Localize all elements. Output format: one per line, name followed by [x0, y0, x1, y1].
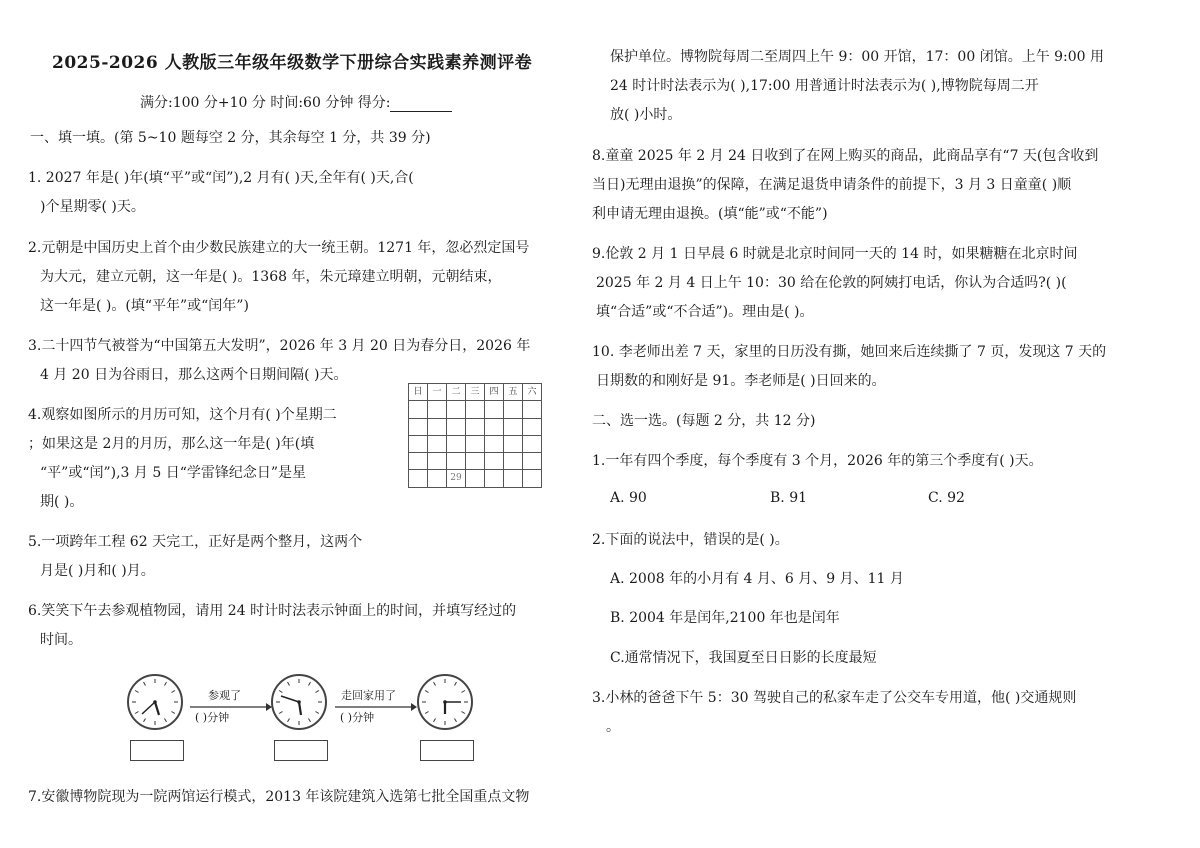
s3-line1: 3.小林的爸爸下午 5：30 驾驶自己的私家车走了公交车专用道，他( )交通规则 [592, 690, 1077, 706]
cal-header-mon: 一 [428, 384, 447, 401]
q7-line2: 保护单位。博物院每周二至周四上午 9：00 开馆，17：00 闭馆。上午 9:00 用 [610, 49, 1105, 65]
s1-question: 1.一年有四个季度，每个季度有 3 个月，2026 年的第三个季度有( )天。 [592, 453, 1043, 469]
page-title: 2025-2026 人教版三年级年级数学下册综合实践素养测评卷 [52, 53, 533, 73]
score-blank[interactable] [390, 97, 452, 112]
cal-header-tue: 二 [447, 384, 466, 401]
s2-question: 2.下面的说法中，错误的是( )。 [592, 532, 789, 548]
section-1-heading: 一、填一填。(第 5~10 题每空 2 分，其余每空 1 分，共 39 分) [30, 130, 431, 146]
q4-line1: 4.观察如图所示的月历可知，这个月有( )个星期二 [28, 407, 337, 423]
q6-line2: 时间。 [40, 632, 82, 648]
q9-line2: 2025 年 2 月 4 日上午 10：30 给在伦敦的阿姨打电话，你认为合适吗?( )( [596, 275, 1067, 291]
s3-line2: 。 [606, 719, 620, 735]
q5-line1: 5.一项跨年工程 62 天完工，正好是两个整月，这两个 [28, 534, 363, 550]
section-2-heading: 二、选一选。(每题 2 分，共 12 分) [592, 413, 816, 429]
cal-header-sat: 六 [523, 384, 542, 401]
s2-option-b[interactable]: B. 2004 年是闰年,2100 年也是闰年 [610, 610, 840, 626]
q10-line2: 日期数的和刚好是 91。李老师是( )日回来的。 [596, 373, 886, 389]
q2-line1: 2.元朝是中国历史上首个由少数民族建立的大一统王朝。1271 年，忽必烈定国号 [28, 240, 530, 256]
q4-line2: ；如果这是 2月的月历，那么这一年是( )年(填 [28, 436, 315, 452]
q8-line1: 8.童童 2025 年 2 月 24 日收到了在网上购买的商品，此商品享有“7 天(包含收到 [592, 148, 1099, 164]
month-calendar [408, 383, 542, 488]
cal-header-thu: 四 [485, 384, 504, 401]
exam-meta [140, 92, 452, 112]
q10-line1: 10. 李老师出差 7 天，家里的日历没有撕，她回来后连续撕了 7 页，发现这 7 天的 [592, 344, 1107, 360]
q7-line4: 放( )小时。 [610, 107, 682, 123]
q3-line1: 3.二十四节气被誉为“中国第五大发明”，2026 年 3 月 20 日为春分日，2026 年 [28, 338, 531, 354]
q9-line1: 9.伦敦 2 月 1 日早晨 6 时就是北京时间同一天的 14 时，如果糖糖在北京时间 [592, 246, 1078, 262]
q9-line3: 填“合适”或“不合适”)。理由是( )。 [596, 304, 814, 320]
arrow-label-walk-home: 走回家用了 [341, 689, 396, 702]
q4-line4: 期( )。 [40, 494, 84, 510]
q7-line1: 7.安徽博物院现为一院两馆运行模式，2013 年该院建筑入选第七批全国重点文物 [28, 789, 530, 805]
clock-start-icon [127, 674, 183, 730]
cal-header-fri: 五 [504, 384, 523, 401]
cal-header-wed: 三 [466, 384, 485, 401]
clock-end-time-box[interactable] [420, 740, 474, 761]
clock-end-icon [417, 674, 473, 730]
arrow-label-visit: 参观了 [208, 689, 241, 702]
s1-option-b[interactable]: B. 91 [770, 490, 808, 506]
q7-line3: 24 时计时法表示为( ),17:00 用普通计时法表示为( ),博物院每周二开 [610, 78, 1039, 94]
q3-line2: 4 月 20 日为谷雨日，那么这两个日期间隔( )天。 [40, 367, 348, 383]
s2-option-a[interactable]: A. 2008 年的小月有 4 月、6 月、9 月、11 月 [610, 571, 904, 587]
q2-line2: 为大元，建立元朝，这一年是( )。1368 年，朱元璋建立明朝，元朝结束， [40, 269, 502, 285]
q8-line2: 当日)无理由退换”的保障，在满足退货申请条件的前提下，3 月 3 日童童( )顺 [592, 177, 1072, 193]
clock-start-time-box[interactable] [130, 740, 184, 761]
q2-line3: 这一年是( )。(填“平年”或“闰年”) [40, 298, 249, 314]
duration-blank-2[interactable]: ( )分钟 [340, 711, 375, 724]
s2-option-c[interactable]: C.通常情况下，我国夏至日日影的长度最短 [610, 650, 877, 666]
s1-option-c[interactable]: C. 92 [928, 490, 965, 506]
cal-header-sun: 日 [409, 384, 428, 401]
q6-line1: 6.笑笑下午去参观植物园，请用 24 时计时法表示钟面上的时间，并填写经过的 [28, 603, 517, 619]
duration-blank-1[interactable]: ( )分钟 [195, 711, 230, 724]
s1-option-a[interactable]: A. 90 [610, 490, 647, 506]
cal-day-29: 29 [447, 470, 466, 487]
q1-line1: 1. 2027 年是( )年(填“平”或“闰”),2 月有( )天,全年有( )天,合( [28, 170, 414, 186]
q4-line3: “平”或“闰”),3 月 5 日“学雷锋纪念日”是星 [40, 465, 307, 481]
clock-middle-time-box[interactable] [274, 740, 328, 761]
clock-middle-icon [271, 674, 327, 730]
q1-line2: )个星期零( )天。 [40, 199, 145, 215]
q8-line3: 利申请无理由退换。(填“能”或“不能”) [592, 206, 828, 222]
exam-meta-text: 满分:100 分+10 分 时间:60 分钟 得分: [140, 95, 391, 111]
q5-line2: 月是( )月和( )月。 [40, 563, 155, 579]
